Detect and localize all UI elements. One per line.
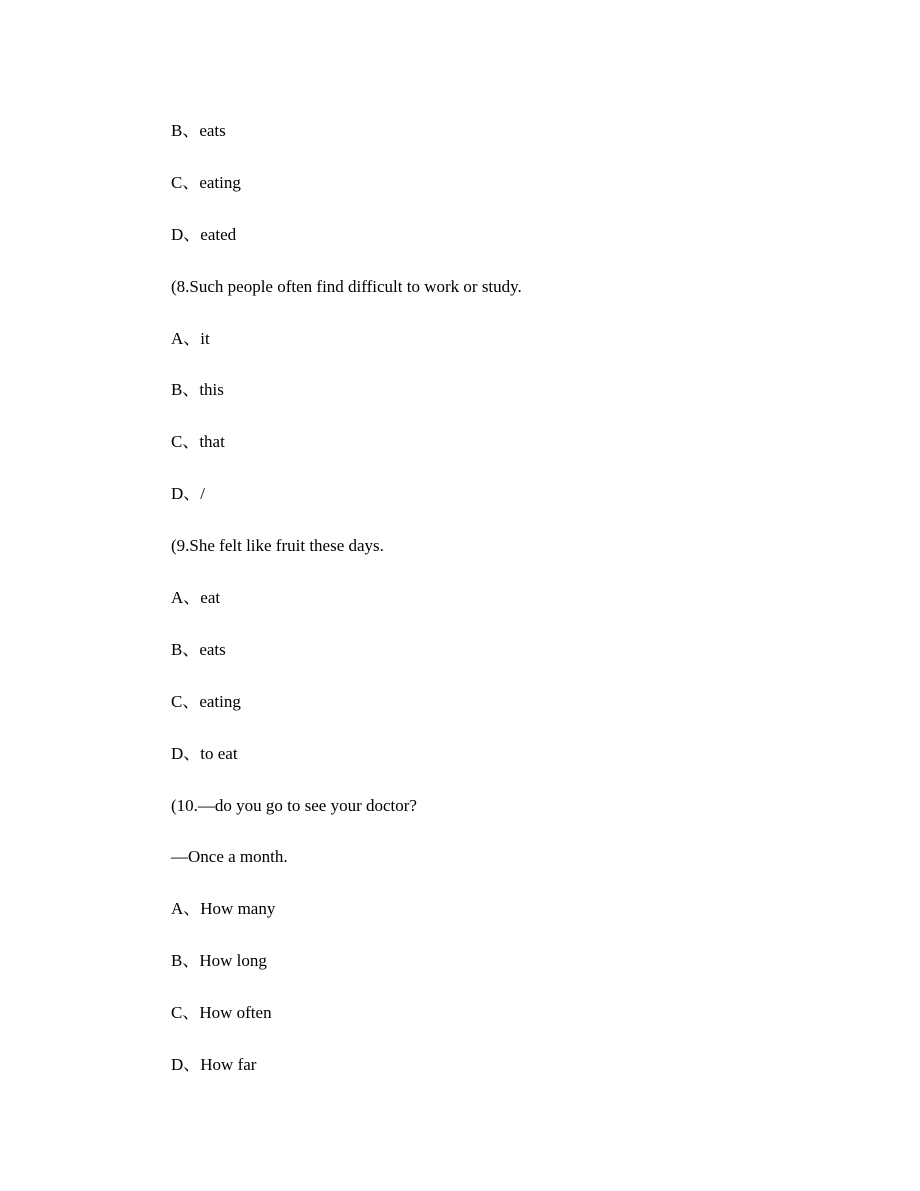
option-c-how-often: C、How often: [171, 1003, 272, 1023]
option-d-eated: D、eated: [171, 224, 237, 244]
dialogue-answer: —Once a month.: [171, 847, 288, 867]
question-8: (8.Such people often find difficult to work or study.: [171, 276, 522, 296]
question-10: (10.—do you go to see your doctor?: [171, 795, 417, 815]
option-b-eats: B、eats: [171, 121, 226, 140]
option-a-it: A、it: [171, 328, 210, 348]
option-a-eat: A、eat: [171, 588, 221, 608]
question-text-block: [171, 118, 522, 1104]
option-c-eating-2: C、eating: [171, 691, 241, 711]
option-d-slash: D、/: [171, 484, 205, 504]
option-b-this: B、this: [171, 380, 224, 400]
option-b-how-long: B、How long: [171, 951, 267, 971]
option-a-how-many: A、How many: [171, 899, 276, 919]
option-c-that: C、that: [171, 432, 225, 452]
option-d-how-far: D、How far: [171, 1055, 257, 1075]
question-9: (9.She felt like fruit these days.: [171, 536, 384, 556]
option-d-to-eat: D、to eat: [171, 743, 238, 763]
option-c-eating: C、eating: [171, 172, 241, 192]
option-b-eats-2: B、eats: [171, 639, 226, 659]
